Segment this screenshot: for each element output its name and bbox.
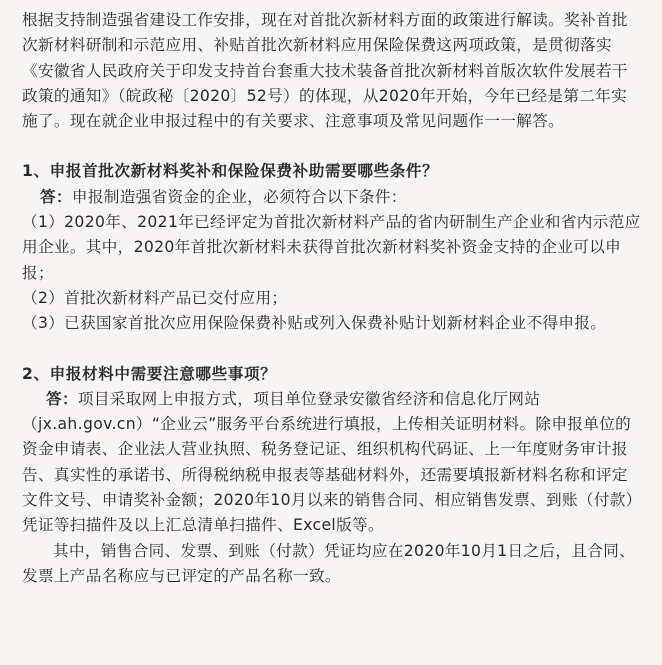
condition-item-3: （3）已获国家首批次应用保险保费补贴或列入保费补贴计划新材料企业不得申报。: [22, 314, 607, 333]
paragraph-spacer: [22, 134, 642, 159]
question-2-answer: [22, 387, 642, 539]
answer-text: 项目采取网上申报方式，项目单位登录安徽省经济和信息化厅网站（jx.ah.gov.cn）“企业云”服务平台系统进行填报，上传相关证明材料。除申报单位的资金申请表、企业法人营业执照、税务登记证、组织机构代码证、上一年度财务审计报告、真实性的承诺书、所得税纳税申报表等基础材料外，还需要填报新材料名称和评定文件文号、申请奖补金额；2020年10月以来的销售合同、相应销售发票、到账（付款）凭证等扫描件及以上汇总清单扫描件、Excel版等。: [22, 389, 642, 535]
answer-label: 答：: [46, 389, 78, 408]
question-2-heading: 2、申报材料中需要注意哪些事项？: [22, 364, 277, 383]
answer-label: 答：: [40, 187, 72, 206]
paragraph-spacer: [22, 337, 642, 362]
question-1-heading: 1、申报首批次新材料奖补和保险保费补助需要哪些条件？: [22, 162, 439, 181]
condition-item-2: （2）首批次新材料产品已交付应用；: [22, 288, 288, 307]
answer-text: 申报制造强省资金的企业，必须符合以下条件：: [71, 187, 407, 206]
condition-item-1: （1）2020年、2021年已经评定为首批次新材料产品的省内研制生产企业和省内示范应用企业。其中，2020年首批次新材料未获得首批次新材料奖补资金支持的企业可以申报；: [22, 213, 641, 282]
intro-paragraph: 根据支持制造强省建设工作安排，现在对首批次新材料方面的政策进行解读。奖补首批次新材料研制和示范应用、补贴首批次新材料应用保险保费这两项政策，是贯彻落实《安徽省人民政府关于印发支持首台套重大技术装备首批次新材料首版次软件发展若干政策的通知》（皖政秘〔2020〕52号）的体现，从2020年开始，今年已经是第二年实施了。现在就企业申报过程中的有关要求、注意事项及常见问题作一一解答。: [22, 11, 628, 131]
question-1-answer: [22, 185, 642, 210]
question-2-note: 其中，销售合同、发票、到账（付款）凭证均应在2020年10月1日之后，且合同、发票上产品名称应与已评定的产品名称一致。: [22, 541, 636, 585]
